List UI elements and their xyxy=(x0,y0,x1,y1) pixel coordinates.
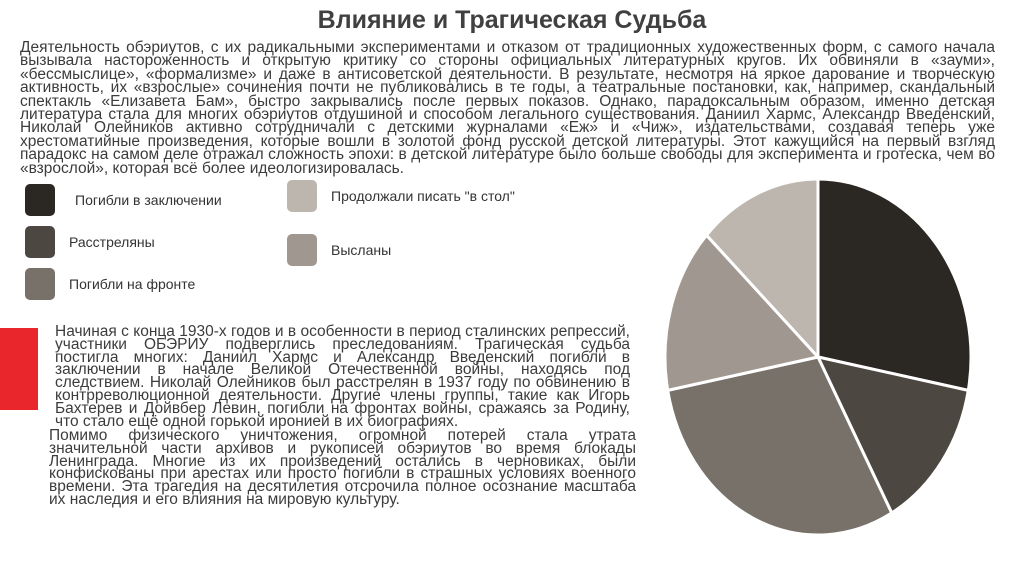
legend-item-shot xyxy=(25,226,155,258)
legend-swatch xyxy=(287,180,317,212)
legend-swatch xyxy=(287,234,317,266)
legend-swatch xyxy=(25,268,55,300)
legend-swatch xyxy=(25,184,55,216)
repression-paragraph: Начиная с конца 1930-х годов и в особенности в период сталинских репрессий, участники ОБЭРИУ подверглись преследованиям. Трагическая судьба постигла многих: Даниил Хармс и Александр Введенский погибли в заключении в начале Великой Отечественной войны, находясь под следствием. Николай Олейников был расстрелян в 1937 году по обвинению в контрреволюционной деятельности. Другие члены группы, такие как Игорь Бахтерев и Дойвбер Левин, погибли на фронтах войны, сражаясь за Родину, что стало ещё одной горькой иронией в их биографиях. xyxy=(55,323,630,430)
intro-paragraph: Деятельность обэриутов, с их радикальными экспериментами и отказом от традиционных художественных форм, с самого начала вызывала настороженность и открытую критику со стороны официальных литературных кругов. Их обвиняли в «зауми», «бессмыслице», «формализме» и даже в антисоветской деятельности. В результате, несмотря на яркое дарование и творческую активность, их «взрослые» сочинения почти не публиковались в те годы, а театральные постановки, как, например, скандальный спектакль «Елизавета Бам», быстро закрывались после первых показов. Однако, парадоксальным образом, именно детская литература стала для многих обэриутов отдушиной и способом легального существования. Даниил Хармс, Александр Введенский, Николай Олейников активно сотрудничали с детскими журналами «Еж» и «Чиж», издательствами, создавая теперь уже хрестоматийные произведения, которые вошли в золотой фонд русской детской литературы. Этот кажущийся на первый взгляд парадокс на самом деле отражал сложность эпохи: в детской литературе было больше свободы для эксперимента и гротеска, чем во «взрослой», которая всё более идеологизировалась. xyxy=(20,39,995,177)
slide-title: Влияние и Трагическая Судьба xyxy=(317,6,707,34)
legend-label: Продолжали писать "в стол" xyxy=(331,188,515,204)
archives-paragraph: Помимо физического уничтожения, огромной потерей стала утрата значительной части архивов и рукописей обэриутов во время блокады Ленинграда. Многие из их произведений остались в черновиках, были конфискованы при арестах или просто погибли в страшных условиях военного времени. Эта трагедия на десятилетия отсрочила полное осознание масштаба их наследия и его влияния на мировую культуру. xyxy=(49,427,636,508)
legend-item-prison xyxy=(25,184,222,216)
legend-label: Погибли на фронте xyxy=(69,276,196,292)
pie-chart xyxy=(660,176,976,538)
pie-slice-0 xyxy=(818,179,971,390)
accent-bar xyxy=(0,328,38,410)
legend-item-front xyxy=(25,268,195,300)
legend-swatch xyxy=(25,226,55,258)
legend-item-drawer xyxy=(287,180,515,212)
legend-item-exiled xyxy=(287,234,391,266)
legend-label: Погибли в заключении xyxy=(75,192,222,208)
legend-label: Расстреляны xyxy=(69,234,155,250)
legend-label: Высланы xyxy=(331,242,392,258)
